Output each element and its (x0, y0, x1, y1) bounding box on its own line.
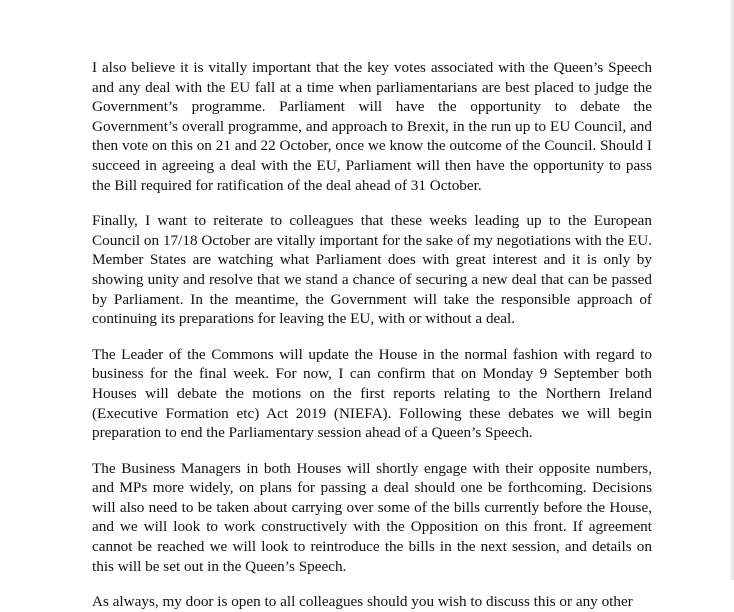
paragraph-european-council: Finally, I want to reiterate to colleagues that these weeks leading up to the European Council on 17/18 October are vitally important for the sake of my negotiations with the EU. Member States are watching what Parliament does with great interest and it is only by showing unity and resolve that we stand a chance of securing a new deal that can be passed by Parliament. In the meantime, the Government will take the responsible approach of continuing its preparations for leaving the EU, with or without a deal. (92, 212, 652, 328)
cut-off-line: As always, my door is open to all colleagues should you wish to discuss this or any other (92, 593, 633, 611)
paragraph-business-managers: The Business Managers in both Houses will shortly engage with their opposite numbers, and MPs more widely, on plans for passing a deal should one be forthcoming. Decisions will also need to be taken about carrying over some of the bills currently before the House, and we will look to work constructively with the Opposition on this front. If agreement cannot be reached we will look to reintroduce the bills in the next session, and details on this will be set out in the Queen’s Speech. (92, 459, 652, 575)
paragraph-key-votes: I also believe it is vitally important that the key votes associated with the Queen’s Speech and any deal with the EU fall at a time when parliamentarians are best placed to judge the Government’s programme. Parliament will have the opportunity to debate the Government’s overall programme, and approach to Brexit, in the run up to EU Council, and then vote on this on 21 and 22 October, once we know the outcome of the Council. Should I succeed in agreeing a deal with the EU, Parliament will then have the opportunity to pass the Bill required for ratification of the deal ahead of 31 October. (92, 59, 652, 194)
document-body (92, 58, 652, 611)
paragraph-cut-off (92, 592, 652, 611)
paragraph-leader-of-commons: The Leader of the Commons will update the House in the normal fashion with regard to business for the final week. For now, I can confirm that on Monday 9 September both Houses will debate the motions on the first reports relating to the Northern Ireland (Executive Formation etc) Act 2019 (NIEFA). Following these debates we will begin preparation to end the Parliamentary session ahead of a Queen’s Speech. (92, 345, 652, 442)
page-edge-shadow (730, 0, 734, 580)
